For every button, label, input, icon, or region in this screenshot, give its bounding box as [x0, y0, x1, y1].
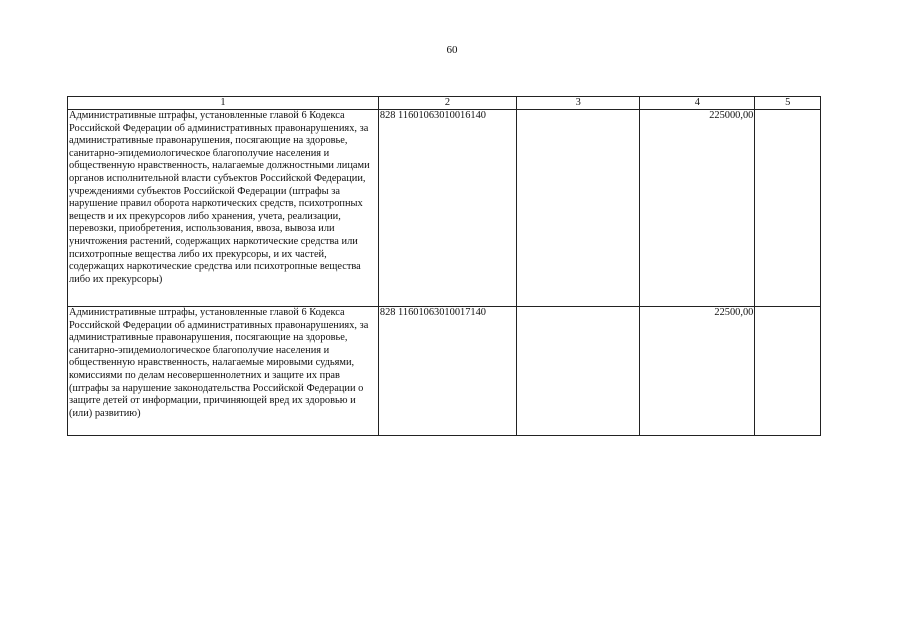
row-col5 — [755, 110, 821, 307]
table-row — [68, 110, 821, 307]
row-budget-code: 828 11601063010017140 — [378, 307, 516, 436]
column-header-5: 5 — [755, 97, 821, 110]
row-col3 — [517, 307, 640, 436]
page-number: 60 — [446, 44, 458, 56]
table-header-row — [68, 97, 821, 110]
row-col5 — [755, 307, 821, 436]
row-amount: 225000,00 — [640, 110, 755, 307]
column-header-1: 1 — [68, 97, 379, 110]
row-amount: 22500,00 — [640, 307, 755, 436]
row-description: Административные штрафы, установленные главой 6 Кодекса Российской Федерации об административных правонарушениях, за административные правонарушения, посягающие на здоровье, санитарно-эпидемиологическое благополучие населения и общественную нравственность, налагаемые должностными лицами органов исполнительной власти субъектов Российской Федерации, учреждениями субъектов Российской Федерации (штрафы за нарушение правил оборота наркотических средств, психотропных веществ и их прекурсоров либо хранения, учета, реализации, перевозки, приобретения, использования, ввоза, вывоза или уничтожения растений, содержащих наркотические средства или психотропные вещества либо их прекурсоры, и их частей, содержащих наркотические средства или психотропные вещества либо их прекурсоры) — [68, 110, 379, 307]
table-row — [68, 307, 821, 436]
column-header-3: 3 — [517, 97, 640, 110]
row-description: Административные штрафы, установленные главой 6 Кодекса Российской Федерации об административных правонарушениях, за административные правонарушения, посягающие на здоровье, санитарно-эпидемиологическое благополучие населения и общественную нравственность, налагаемые мировыми судьями, комиссиями по делам несовершеннолетних и защите их прав (штрафы за нарушение законодательства Российской Федерации о защите детей от информации, причиняющей вред их здоровью и (или) развитию) — [68, 307, 379, 436]
row-col3 — [517, 110, 640, 307]
column-header-4: 4 — [640, 97, 755, 110]
revenue-table — [67, 96, 821, 436]
column-header-2: 2 — [378, 97, 516, 110]
row-budget-code: 828 11601063010016140 — [378, 110, 516, 307]
